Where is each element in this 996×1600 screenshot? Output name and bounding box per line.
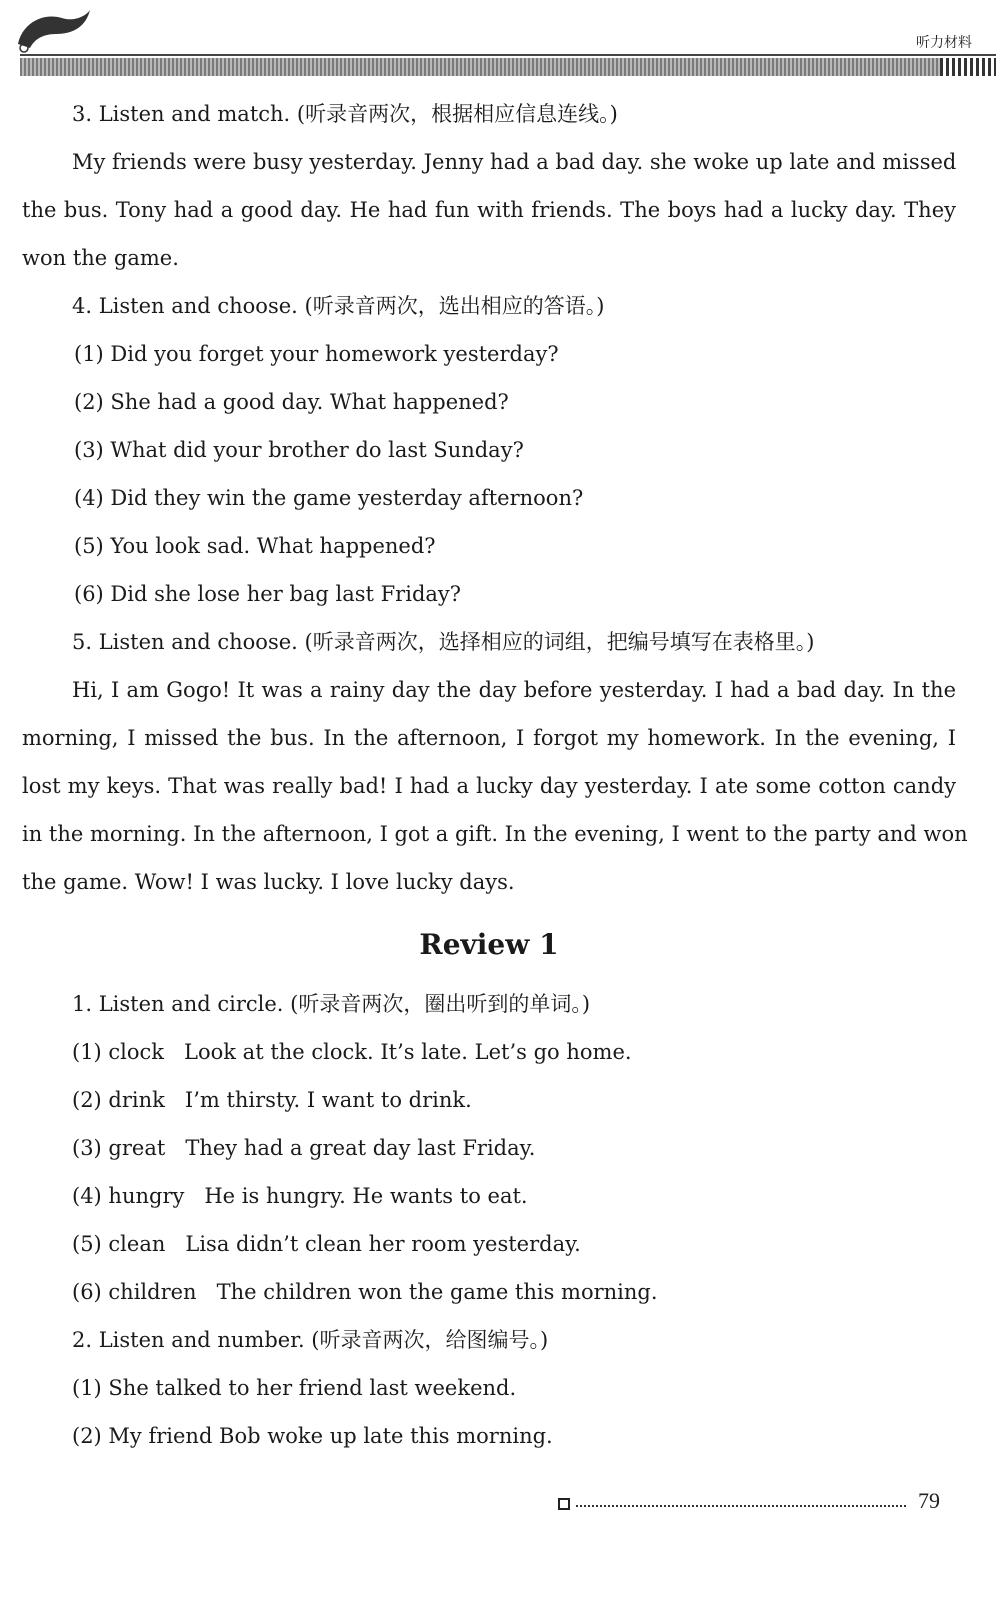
bird-logo-icon [12,4,92,56]
page-footer [558,1486,958,1526]
exercise-heading: 3. Listen and match. (听录音两次，根据相应信息连线。) [72,102,618,126]
page-content [22,90,968,1460]
list-item: (5) You look sad. What happened? [74,534,436,558]
dotted-rule [576,1505,906,1507]
page-number: 79 [918,1488,940,1513]
section-label: 听力材料 [916,35,972,51]
header-rule [20,54,996,56]
exercise-heading: 4. Listen and choose. (听录音两次，选出相应的答语。) [72,294,605,318]
exercise-heading: 2. Listen and number. (听录音两次，给图编号。) [72,1328,549,1352]
text-line: Hi, I am Gogo! It was a rainy day the day before yesterday. I had a bad day. In the [72,678,956,702]
review-title: Review 1 [419,928,559,961]
text-line: My friends were busy yesterday. Jenny had a bad day. she woke up late and missed [72,150,957,174]
list-item: (3) great They had a great day last Friday. [72,1136,536,1160]
header-band-barcode [940,58,996,76]
text-line: morning, I missed the bus. In the afternoon, I forgot my homework. In the evening, I [22,726,956,750]
list-item: (2) drink I’m thirsty. I want to drink. [72,1088,472,1112]
header-band [20,58,940,76]
text-line: the bus. Tony had a good day. He had fun with friends. The boys had a lucky day. They [22,198,956,222]
square-icon [558,1498,570,1510]
list-item: (5) clean Lisa didn’t clean her room yesterday. [72,1232,581,1256]
text-line: won the game. [22,246,179,270]
exercise-heading: 5. Listen and choose. (听录音两次，选择相应的词组，把编号填写在表格里。) [72,630,815,654]
list-item: (2) My friend Bob woke up late this morning. [72,1424,553,1448]
list-item: (1) She talked to her friend last weekend. [72,1376,517,1400]
text-line: the game. Wow! I was lucky. I love lucky days. [22,870,515,894]
exercise-heading: 1. Listen and circle. (听录音两次，圈出听到的单词。) [72,992,591,1016]
list-item: (4) hungry He is hungry. He wants to eat. [72,1184,528,1208]
list-item: (2) She had a good day. What happened? [74,390,509,414]
text-line: lost my keys. That was really bad! I had a lucky day yesterday. I ate some cotton candy [22,774,956,798]
page-header [0,0,996,80]
list-item: (6) children The children won the game this morning. [72,1280,658,1304]
list-item: (1) clock Look at the clock. It’s late. Let’s go home. [72,1040,632,1064]
text-line: in the morning. In the afternoon, I got a gift. In the evening, I went to the party and won [22,822,968,846]
list-item: (6) Did she lose her bag last Friday? [74,582,462,606]
list-item: (4) Did they win the game yesterday afternoon? [74,486,584,510]
list-item: (1) Did you forget your homework yesterday? [74,342,559,366]
list-item: (3) What did your brother do last Sunday? [74,438,524,462]
